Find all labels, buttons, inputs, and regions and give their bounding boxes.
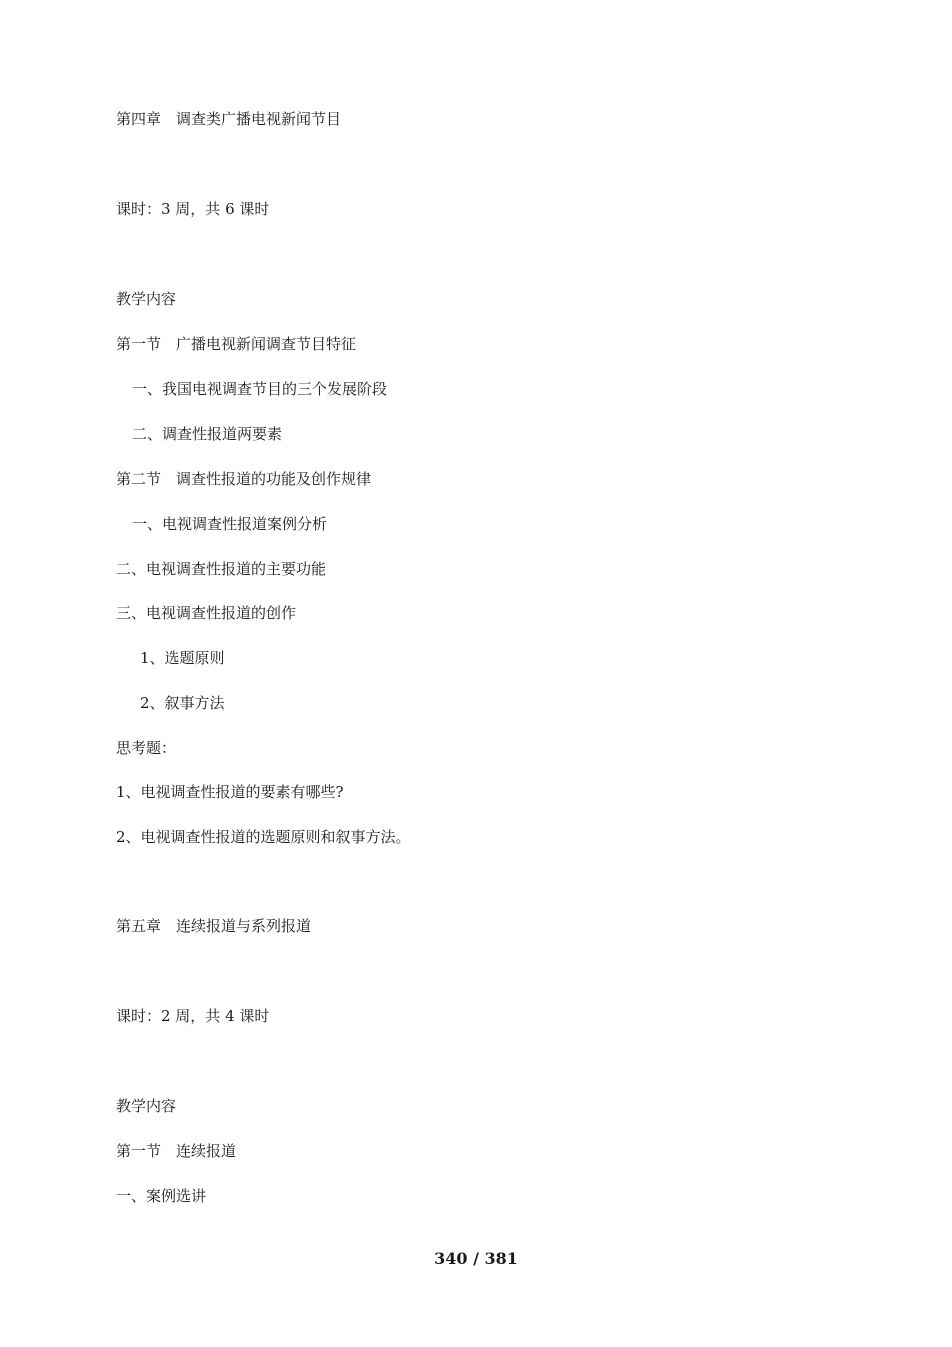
- question-item: 1、电视调查性报道的要素有哪些?: [116, 783, 344, 801]
- list-item: 一、案例选讲: [116, 1187, 207, 1205]
- list-item: 一、我国电视调查节目的三个发展阶段: [132, 380, 388, 398]
- questions-heading: 思考题：: [116, 739, 177, 757]
- page-number: 340 / 381: [434, 1249, 518, 1268]
- chapter-title: 第五章 连续报道与系列报道: [116, 917, 312, 935]
- list-item: 三、电视调查性报道的创作: [116, 604, 297, 622]
- section-title: 第二节 调查性报道的功能及创作规律: [116, 470, 372, 488]
- question-item: 2、电视调查性报道的选题原则和叙事方法。: [116, 828, 411, 846]
- list-item: 二、调查性报道两要素: [132, 425, 283, 443]
- teaching-content-heading: 教学内容: [116, 1097, 177, 1115]
- class-hours: 课时：2 周，共 4 课时: [116, 1007, 270, 1025]
- chapter-title: 第四章 调查类广播电视新闻节目: [116, 110, 342, 128]
- sub-list-item: 2、叙事方法: [140, 694, 225, 712]
- section-title: 第一节 广播电视新闻调查节目特征: [116, 335, 357, 353]
- sub-list-item: 1、选题原则: [140, 649, 225, 667]
- class-hours: 课时：3 周，共 6 课时: [116, 200, 270, 218]
- teaching-content-heading: 教学内容: [116, 290, 177, 308]
- list-item: 一、电视调查性报道案例分析: [132, 515, 328, 533]
- section-title: 第一节 连续报道: [116, 1142, 237, 1160]
- list-item: 二、电视调查性报道的主要功能: [116, 560, 327, 578]
